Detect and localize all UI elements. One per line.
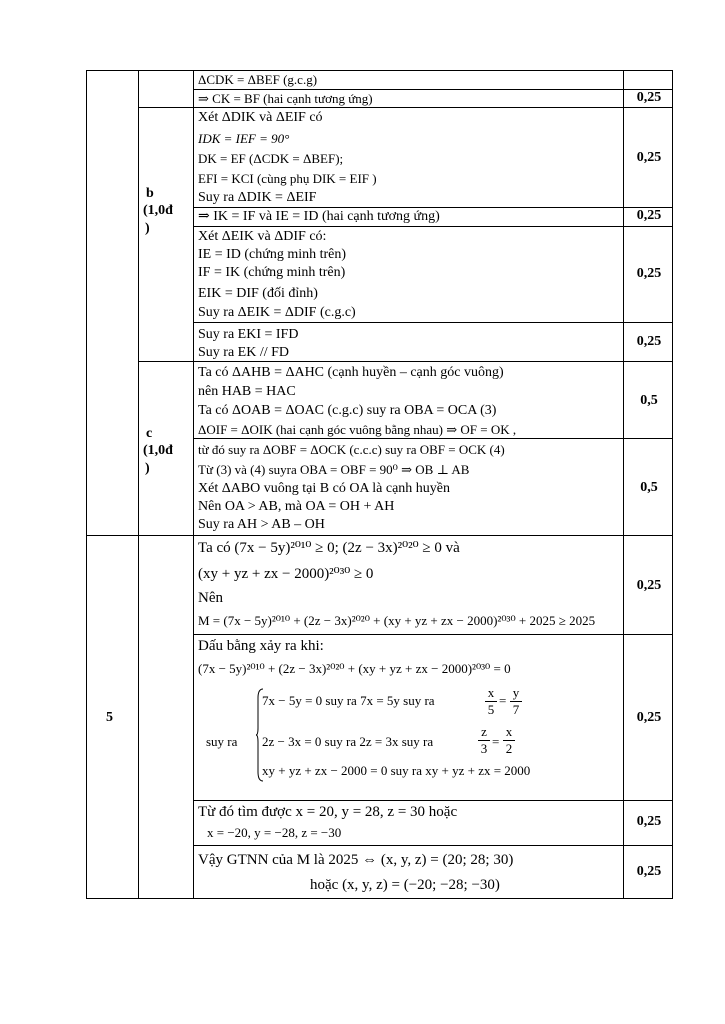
score-q5-row2: 0,25: [636, 710, 662, 725]
q5-row1-line2: (xy + yz + zx − 2000)²⁰³⁰ ≥ 0: [198, 566, 374, 582]
row-divider: [193, 845, 673, 846]
row-divider: [138, 361, 673, 362]
table-col-divider-1: [138, 70, 139, 899]
q4-row2-line1: ⇒ CK = BF (hai cạnh tương ứng): [198, 91, 373, 106]
q5-row1-line4: M = (7x − 5y)²⁰¹⁰ + (2z − 3x)²⁰²⁰ + (xy + yz + zx − 2000)²⁰³⁰ + 2025 ≥ 2025: [198, 613, 596, 628]
score-q4-row2: 0,25: [636, 90, 662, 105]
q4-row8-line5: Suy ra AH > AB – OH: [198, 517, 325, 532]
q5-row2-line2: (7x − 5y)²⁰¹⁰ + (2z − 3x)²⁰²⁰ + (xy + yz + zx − 2000)²⁰³⁰ = 0: [198, 661, 511, 676]
row-divider: [193, 634, 673, 635]
part-points-c: (1,0đ: [143, 443, 173, 458]
row-divider: [86, 535, 673, 536]
q4-row4-line1: ⇒ IK = IF và IE = ID (hai cạnh tương ứng): [198, 209, 440, 224]
q4-row8-line3: Xét ΔABO vuông tại B có OA là cạnh huyền: [198, 481, 451, 496]
fraction-x-over-2: x 2: [503, 725, 515, 756]
table-border-top: [86, 70, 673, 71]
fraction-z-over-3: z 3: [478, 725, 490, 756]
row-divider: [193, 800, 673, 801]
q4-row5-line3: IF = IK (chứng minh trên): [198, 265, 346, 280]
fraction-equals-2: =: [492, 734, 500, 749]
part-label-c: c: [146, 426, 153, 441]
fraction-x-over-5: x 5: [485, 686, 497, 717]
score-q5-row3: 0,25: [636, 814, 662, 829]
q4-row6-line2: Suy ra EK // FD: [198, 345, 289, 360]
score-q5-row4: 0,25: [636, 864, 662, 879]
part-points-b-close: ): [145, 221, 150, 236]
q4-row3-line2: IDK = IEF = 90°: [198, 131, 290, 146]
q4-row3-line4: EFI = KCI (cùng phụ DIK = EIF ): [198, 171, 377, 186]
q5-row2-line1: Dấu bằng xảy ra khi:: [198, 638, 324, 654]
q4-row3-line3: DK = EF (ΔCDK = ΔBEF);: [198, 151, 344, 166]
q4-row7-line3: Ta có ΔOAB = ΔOAC (c.g.c) suy ra OBA = OCA (3): [198, 403, 497, 418]
q4-row8-line2: Từ (3) và (4) suyra OBA = OBF = 90⁰ ⇒ OB ⊥ AB: [198, 462, 470, 477]
q5-row4-line1: Vậy GTNN của M là 2025 ⇔ (x, y, z) = (20; 28; 30): [198, 852, 514, 868]
q4-row5-line1: Xét ΔEIK và ΔDIF có:: [198, 229, 327, 244]
system-eq-1: 7x − 5y = 0 suy ra 7x = 5y suy ra: [262, 693, 435, 708]
row-divider: [193, 438, 673, 439]
table-border-bottom: [86, 898, 673, 899]
q5-row1-line3: Nên: [198, 590, 223, 606]
q4-row8-line1: từ đó suy ra ΔOBF = ΔOCK (c.c.c) suy ra OBF = OCK (4): [198, 442, 505, 457]
fraction-equals-1: =: [499, 693, 507, 708]
row-divider: [193, 322, 673, 323]
table-col-divider-3: [623, 70, 624, 899]
table-border-left: [86, 70, 87, 899]
q4-row5-line4: EIK = DIF (đối đỉnh): [198, 286, 318, 301]
part-points-b: (1,0đ: [143, 203, 173, 218]
score-q4-row4: 0,25: [636, 208, 662, 223]
q4-row7-line1: Ta có ΔAHB = ΔAHC (cạnh huyền – cạnh góc vuông): [198, 365, 504, 380]
score-q4-row6: 0,25: [636, 334, 662, 349]
system-eq-2: 2z − 3x = 0 suy ra 2z = 3x suy ra: [262, 734, 434, 749]
system-eq-3: xy + yz + zx − 2000 = 0 suy ra xy + yz + zx = 2000: [262, 763, 531, 778]
q4-row7-line2: nên HAB = HAC: [198, 384, 296, 399]
score-q4-row8: 0,5: [640, 480, 658, 495]
question-number-5: 5: [106, 710, 113, 725]
q4-row5-line2: IE = ID (chứng minh trên): [198, 247, 347, 262]
table-border-right: [672, 70, 673, 899]
score-q5-row1: 0,25: [636, 578, 662, 593]
table-col-divider-2: [193, 70, 194, 899]
q4-row3-line5: Suy ra ΔDIK = ΔEIF: [198, 190, 317, 205]
score-q4-row3: 0,25: [636, 150, 662, 165]
part-label-b: b: [146, 186, 154, 201]
q5-row3-line1: Từ đó tìm được x = 20, y = 28, z = 30 hoặc: [198, 804, 458, 820]
q4-row7-line4: ΔOIF = ΔOIK (hai cạnh góc vuông bằng nhau) ⇒ OF = OK ,: [198, 422, 517, 437]
q5-row1-line1: Ta có (7x − 5y)²⁰¹⁰ ≥ 0; (2z − 3x)²⁰²⁰ ≥ 0 và: [198, 540, 460, 556]
q5-suyra-label: suy ra: [206, 734, 238, 749]
row-divider: [193, 226, 673, 227]
score-q4-row7: 0,5: [640, 393, 658, 408]
q5-row3-line2: x = −20, y = −28, z = −30: [207, 825, 342, 840]
q4-row5-line5: Suy ra ΔEIK = ΔDIF (c.g.c): [198, 305, 356, 320]
score-q4-row5: 0,25: [636, 266, 662, 281]
q4-row1-line1: ΔCDK = ΔBEF (g.c.g): [198, 72, 318, 87]
q5-row4-line2: hoặc (x, y, z) = (−20; −28; −30): [310, 877, 500, 893]
fraction-y-over-7: y 7: [510, 686, 522, 717]
q4-row8-line4: Nên OA > AB, mà OA = OH + AH: [198, 499, 395, 514]
q4-row6-line1: Suy ra EKI = IFD: [198, 327, 299, 342]
q4-row3-line1: Xét ΔDIK và ΔEIF có: [198, 110, 323, 125]
row-divider: [138, 107, 673, 108]
part-points-c-close: ): [145, 461, 150, 476]
